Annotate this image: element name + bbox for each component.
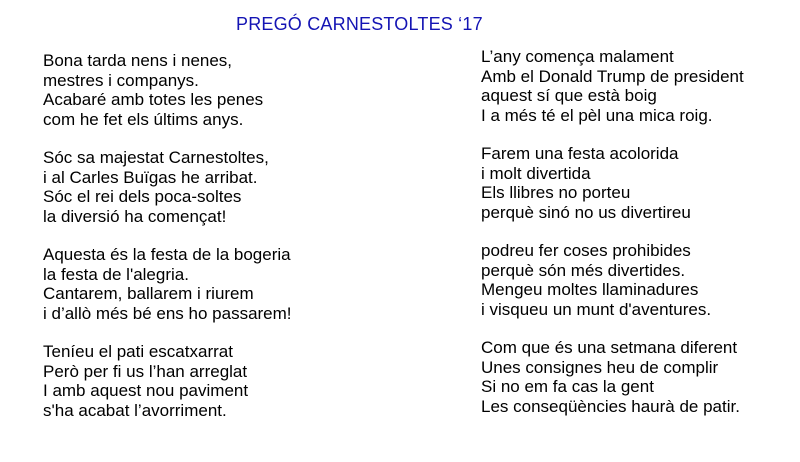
stanza	[43, 148, 292, 226]
verse-line: Unes consignes heu de complir	[481, 357, 719, 377]
verse-line: aquest sí que està boig	[481, 86, 657, 105]
verse-line: Sóc el rei dels poca-soltes	[43, 187, 242, 206]
verse-line: s'ha acabat l’avorriment.	[43, 400, 227, 420]
verse-line: Teníeu el pati escatxarrat	[43, 342, 233, 361]
verse-line: perquè són més divertides.	[481, 260, 686, 280]
stanza	[481, 144, 744, 222]
verse-line: mestres i companys.	[43, 70, 199, 90]
verse-line: I amb aquest nou paviment	[43, 381, 249, 400]
left-column	[43, 51, 292, 439]
verse-line: podreu fer coses prohibides	[481, 241, 691, 260]
verse-line: Sóc sa majestat Carnestoltes,	[43, 148, 269, 167]
verse-line: Els llibres no porteu	[481, 183, 631, 202]
verse-line: la diversió ha començat!	[43, 206, 227, 226]
verse-line: I a més té el pèl una mica roig.	[481, 105, 713, 125]
verse-line: Mengeu moltes llaminadures	[481, 280, 699, 299]
stanza	[481, 241, 744, 319]
verse-line: i al Carles Buïgas he arribat.	[43, 167, 258, 187]
verse-line: i visqueu un munt d'aventures.	[481, 299, 712, 319]
verse-line: perquè sinó no us divertireu	[481, 202, 691, 222]
right-column	[481, 47, 744, 435]
stanza	[481, 47, 744, 125]
verse-line: Cantarem, ballarem i riurem	[43, 284, 254, 303]
verse-line: com he fet els últims anys.	[43, 109, 244, 129]
verse-line: Farem una festa acolorida	[481, 144, 679, 163]
stanza	[481, 338, 744, 416]
verse-line: Bona tarda nens i nenes,	[43, 51, 233, 70]
page-title: PREGÓ CARNESTOLTES ‘17	[236, 14, 483, 34]
verse-line: Com que és una setmana diferent	[481, 338, 738, 357]
stanza	[43, 51, 292, 129]
verse-line: Aquesta és la festa de la bogeria	[43, 245, 291, 264]
verse-line: Però per fi us l’han arreglat	[43, 361, 248, 381]
verse-line: Amb el Donald Trump de president	[481, 66, 744, 86]
verse-line: la festa de l'alegria.	[43, 264, 189, 284]
verse-line: Si no em fa cas la gent	[481, 377, 654, 396]
stanza	[43, 342, 292, 420]
verse-line: Les conseqüències haurà de patir.	[481, 396, 740, 416]
stanza	[43, 245, 292, 323]
verse-line: i molt divertida	[481, 163, 591, 183]
verse-line: i d’allò més bé ens ho passarem!	[43, 303, 292, 323]
verse-line: Acabaré amb totes les penes	[43, 90, 264, 109]
verse-line: L’any comença malament	[481, 47, 674, 66]
